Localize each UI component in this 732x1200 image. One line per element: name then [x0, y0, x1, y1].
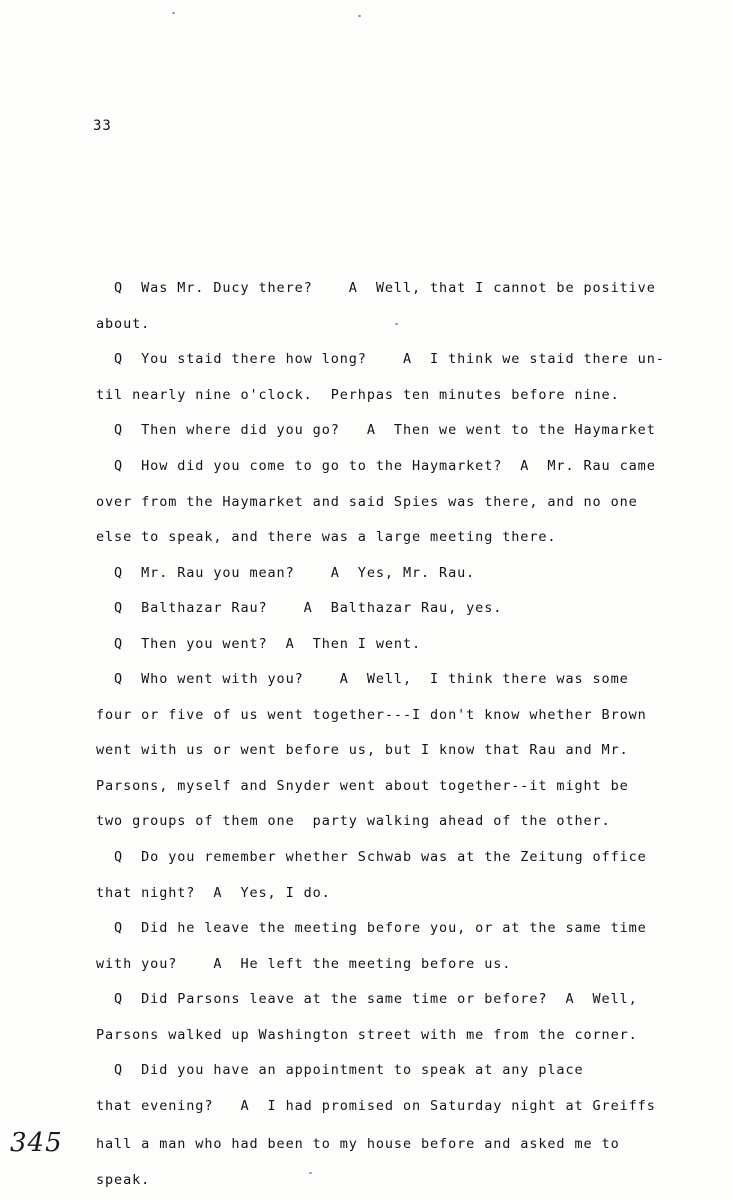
ink-speck [309, 1172, 312, 1174]
transcript-line: Q Was Mr. Ducy there? A Well, that I cannot be positive [96, 280, 656, 296]
page-number: 33 [93, 118, 112, 134]
transcript-line: Q Did he leave the meeting before you, or at the same time [96, 920, 647, 936]
transcript-line: Q Balthazar Rau? A Balthazar Rau, yes. [96, 600, 503, 616]
transcript-line: Q Then where did you go? A Then we went to the Haymarket [96, 422, 656, 438]
transcript-line: Q Did Parsons leave at the same time or before? A Well, [96, 991, 638, 1007]
transcript-line: Q You staid there how long? A I think we staid there un- [96, 351, 665, 367]
transcript-line: that evening? A I had promised on Saturday night at Greiffs [96, 1098, 656, 1114]
ink-speck [358, 15, 361, 17]
transcript-line: Q Mr. Rau you mean? A Yes, Mr. Rau. [96, 565, 476, 581]
handwritten-margin-note: 345 [10, 1128, 63, 1158]
ink-speck [395, 323, 398, 325]
transcript-line: two groups of them one party walking ahead of the other. [96, 813, 611, 829]
transcript-line: hall a man who had been to my house before and asked me to [96, 1136, 620, 1152]
transcript-line: Q Then you went? A Then I went. [96, 636, 421, 652]
transcript-line: Q Did you have an appointment to speak at any place [96, 1062, 584, 1078]
transcript-line: Q Who went with you? A Well, I think there was some [96, 671, 629, 687]
transcript-line: Parsons walked up Washington street with me from the corner. [96, 1027, 638, 1043]
transcript-line: Q How did you come to go to the Haymarket? A Mr. Rau came [96, 458, 656, 474]
transcript-line: Parsons, myself and Snyder went about together--it might be [96, 778, 629, 794]
transcript-line: over from the Haymarket and said Spies was there, and no one [96, 494, 638, 510]
transcript-line: else to speak, and there was a large meeting there. [96, 529, 557, 545]
transcript-line: with you? A He left the meeting before us. [96, 956, 512, 972]
transcript-line: went with us or went before us, but I know that Rau and Mr. [96, 742, 629, 758]
transcript-line: that night? A Yes, I do. [96, 885, 331, 901]
transcript-line: four or five of us went together---I don't know whether Brown [96, 707, 647, 723]
transcript-line: til nearly nine o'clock. Perhpas ten minutes before nine. [96, 387, 620, 403]
transcript-line: about. [96, 316, 151, 332]
transcript-line: Q Do you remember whether Schwab was at the Zeitung office [96, 849, 647, 865]
transcript-line: speak. [96, 1172, 151, 1188]
ink-speck [172, 12, 175, 14]
